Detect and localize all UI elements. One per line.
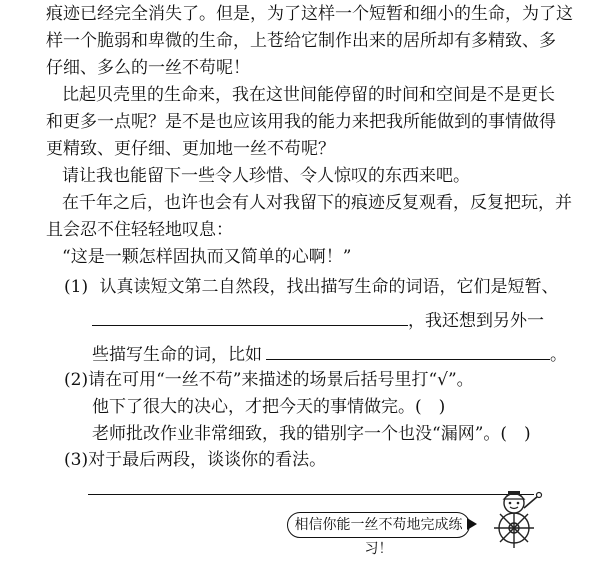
question-1-line-2 xyxy=(92,309,544,332)
question-1-line xyxy=(64,276,559,298)
passage-line: 请让我也能留下一些令人珍惜、令人惊叹的东西来吧。 xyxy=(62,166,470,186)
speech-bubble-tail xyxy=(467,518,477,530)
question-1-number: (1) xyxy=(64,277,89,297)
passage-line: 和更多一点呢？是不是也应该用我的能力来把我所能做到的事情做得 xyxy=(46,112,556,132)
question-2-prompt: (2)请在可用“一丝不苟”来描述的场景后括号里打“√”。 xyxy=(64,370,474,390)
question-1-text: 认真读短文第二自然段，找出描写生命的词语，它们是短暂、 xyxy=(99,277,559,297)
passage-line: 且会忍不住轻轻地叹息： xyxy=(46,220,233,240)
question-1-line-3 xyxy=(92,343,567,366)
question-2-item-2[interactable]: 老师批改作业非常细致，我的错别字一个也没“漏网”。( ) xyxy=(92,424,531,444)
passage-line: 仔细、多么的一丝不苟呢！ xyxy=(46,58,250,78)
answer-line-3[interactable] xyxy=(88,494,534,495)
question-3-prompt: (3)对于最后两段，谈谈你的看法。 xyxy=(64,450,327,470)
question-2-item-1[interactable]: 他下了很大的决心，才把今天的事情做完。( ) xyxy=(92,397,446,417)
encouragement-speech-bubble: 相信你能一丝不苟地完成练习！ xyxy=(287,512,470,538)
passage-line: 痕迹已经完全消失了。但是，为了这样一个短暂和细小的生命，为了这 xyxy=(46,4,573,24)
answer-blank-1[interactable] xyxy=(92,309,408,326)
passage-line: 更精致、更仔细、更加地一丝不苟呢？ xyxy=(46,139,335,159)
passage-line: 样一个脆弱和卑微的生命，上苍给它制作出来的居所却有多精致、多 xyxy=(46,31,556,51)
question-1-line3-text: 些描写生命的词，比如 xyxy=(92,345,262,365)
passage-line: 在千年之后，也许也会有人对我留下的痕迹反复观看，反复把玩，并 xyxy=(62,193,572,213)
passage-line: 比起贝壳里的生命来，我在这世间能停留的时间和空间是不是更长 xyxy=(62,85,555,105)
question-1-end: 。 xyxy=(550,345,567,365)
question-1-continuation: ，我还想到另外一 xyxy=(408,311,544,331)
sailor-mascot-icon xyxy=(478,488,558,548)
passage-line: “这是一颗怎样固执而又简单的心啊！” xyxy=(62,247,352,267)
answer-blank-2[interactable] xyxy=(266,343,550,360)
